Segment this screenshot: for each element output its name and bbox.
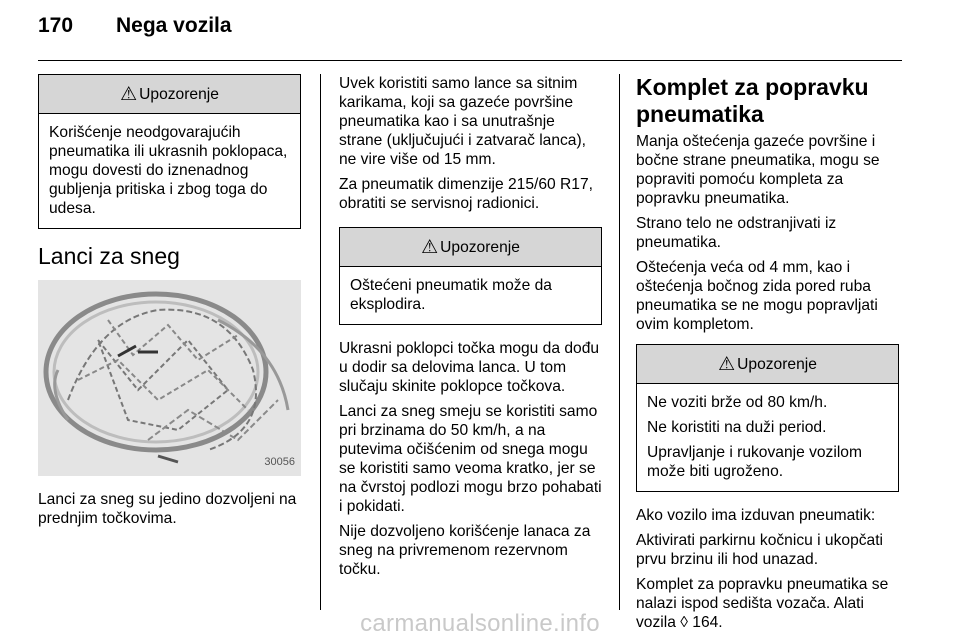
warning-body — [637, 384, 898, 491]
warning-text: Korišćenje neodgovarajućih pneumatika ili ukrasnih poklopaca, mogu dovesti do iznenadnog gubljenja pritiska i zbog toga do udesa. — [49, 124, 288, 217]
paragraph: Ako vozilo ima izduvan pneumatik: — [636, 507, 876, 524]
warning-header — [39, 75, 300, 114]
paragraph-text: Komplet za popravku pneumatika se nalazi ispod sedišta vozača. Alati vozila — [636, 576, 889, 631]
paragraph: Lanci za sneg smeju se koristiti samo pri brzinama do 50 km/h, a na putevima očišćenim od snega mogu se koristiti samo veoma kratko, jer se na čvrstoj podlozi mogu brzo pohabati i pokidati. — [339, 403, 602, 515]
warning-header — [637, 345, 898, 384]
paragraph: Uvek koristiti samo lance sa sitnim karikama, koji sa gazeće površine pneumatika kao i sa unutrašnje strane (uključujući i zatvarač lanca), ne vire više od 15 mm. — [339, 75, 587, 168]
section-title: Komplet za popravku pneumatika — [636, 74, 869, 127]
warning-icon: ⚠ — [421, 236, 439, 258]
page-reference-link[interactable]: 164. — [692, 614, 723, 631]
column-1 — [38, 74, 301, 534]
section-title: Lanci za sneg — [38, 243, 180, 269]
warning-box — [636, 344, 899, 492]
warning-title: Upozorenje — [139, 85, 219, 103]
paragraph: Manja oštećenja gazeće površine i bočne strane pneumatika, mogu se popraviti pomoću kompleta za popravku pneumatika. — [636, 133, 880, 207]
footer-watermark: carmanualsonline.info — [360, 610, 600, 637]
warning-header — [340, 228, 601, 267]
warning-icon: ⚠ — [718, 353, 736, 375]
paragraph: Strano telo ne odstranjivati iz pneumatika. — [636, 215, 837, 251]
warning-line: Ne koristiti na duži period. — [647, 419, 827, 436]
warning-line: Upravljanje i rukovanje vozilom može biti ugroženo. — [647, 444, 862, 480]
column-divider — [619, 74, 620, 610]
header-rule — [38, 60, 902, 61]
warning-text: Oštećeni pneumatik može da eksplodira. — [350, 277, 552, 313]
column-3 — [636, 74, 899, 638]
paragraph: Za pneumatik dimenzije 215/60 R17, obratiti se servisnoj radionici. — [339, 176, 593, 212]
page-reference-arrow-icon: ◊ — [680, 614, 688, 631]
chapter-title: Nega vozila — [116, 14, 232, 37]
paragraph: Lanci za sneg su jedino dozvoljeni na prednjim točkovima. — [38, 491, 297, 527]
column-divider — [320, 74, 321, 610]
column-2 — [339, 74, 602, 585]
paragraph: Aktivirati parkirnu kočnicu i ukopčati prvu brzinu ili hod unazad. — [636, 532, 884, 568]
paragraph: Nije dozvoljeno korišćenje lanaca za sneg na privremenom rezervnom točku. — [339, 523, 591, 578]
warning-body — [39, 114, 300, 228]
warning-body — [340, 267, 601, 324]
warning-line: Ne voziti brže od 80 km/h. — [647, 394, 828, 411]
warning-box — [38, 74, 301, 229]
paragraph: Oštećenja veća od 4 mm, kao i oštećenja bočnog zida pored ruba pneumatika se ne mogu popravljati ovim kompletom. — [636, 259, 878, 333]
paragraph: Ukrasni poklopci točka mogu da dođu u dodir sa delovima lanca. U tom slučaju skinite poklopce točkova. — [339, 340, 600, 395]
warning-title: Upozorenje — [737, 355, 817, 373]
warning-icon: ⚠ — [120, 83, 138, 105]
page-header — [38, 14, 232, 38]
warning-box — [339, 227, 602, 325]
warning-title: Upozorenje — [440, 238, 520, 256]
snow-chain-figure — [38, 280, 301, 476]
page-number: 170 — [38, 14, 74, 37]
figure-code: 30056 — [264, 456, 295, 468]
